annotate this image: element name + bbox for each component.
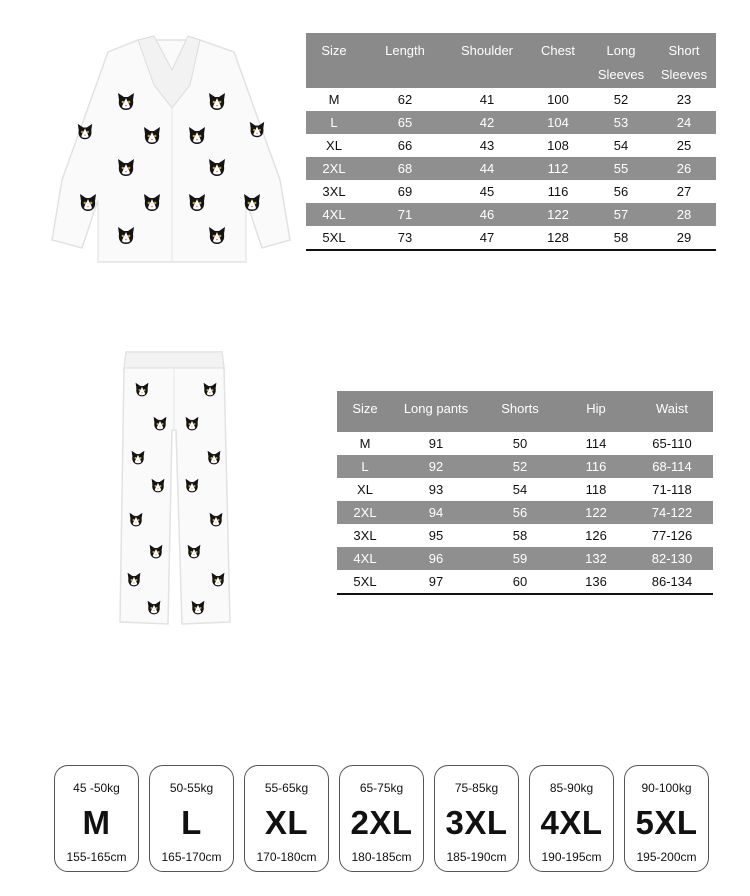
table-cell: 122 bbox=[561, 501, 631, 524]
table-header-cell: Shorts bbox=[479, 391, 561, 432]
table-header-cell: Chest bbox=[526, 33, 590, 88]
table-cell: 55 bbox=[590, 157, 652, 180]
table-cell: 73 bbox=[362, 226, 448, 250]
table-cell: 2XL bbox=[337, 501, 393, 524]
table-cell: 93 bbox=[428, 482, 444, 497]
table-cell: 82-130 bbox=[631, 547, 713, 570]
table-cell: 86-134 bbox=[631, 570, 713, 594]
table-row bbox=[306, 111, 716, 134]
size-label: 2XL bbox=[350, 804, 413, 841]
table-cell: 58 bbox=[512, 528, 528, 543]
table-cell: 128 bbox=[526, 226, 590, 250]
table-cell: 58 bbox=[590, 226, 652, 250]
table-cell: 60 bbox=[479, 570, 561, 594]
table-cell: 5XL bbox=[306, 226, 362, 250]
table-cell: 54 bbox=[613, 138, 629, 153]
table-header-cell: Long Sleeves bbox=[590, 33, 652, 88]
size-card-5xl bbox=[624, 765, 709, 872]
table-cell: 52 bbox=[479, 455, 561, 478]
table-cell: 45 bbox=[479, 184, 495, 199]
table-cell: 108 bbox=[547, 138, 569, 153]
table-cell: 59 bbox=[479, 547, 561, 570]
table-cell: 136 bbox=[561, 570, 631, 594]
table-cell: 54 bbox=[512, 482, 528, 497]
table-cell: 97 bbox=[393, 570, 479, 594]
table-row bbox=[337, 524, 713, 547]
size-card-2xl bbox=[339, 765, 424, 872]
table-cell: 29 bbox=[652, 226, 716, 250]
table-row bbox=[337, 547, 713, 570]
table-cell: M bbox=[328, 92, 340, 107]
table-row bbox=[306, 134, 716, 157]
weight-range: 55-65kg bbox=[264, 781, 309, 795]
table-cell: M bbox=[359, 436, 371, 451]
size-label: M bbox=[82, 804, 111, 841]
table-cell: 95 bbox=[428, 528, 444, 543]
table-row bbox=[337, 432, 713, 455]
table-cell: 116 bbox=[547, 184, 569, 199]
table-cell: 26 bbox=[652, 157, 716, 180]
height-range: 195-200cm bbox=[636, 850, 697, 864]
table-cell: 74-122 bbox=[631, 501, 713, 524]
table-cell: 43 bbox=[479, 138, 495, 153]
table-cell: 100 bbox=[547, 92, 569, 107]
table-cell: 4XL bbox=[337, 547, 393, 570]
pajama-shirt-image bbox=[50, 30, 292, 268]
table-cell: 132 bbox=[561, 547, 631, 570]
size-card-l bbox=[149, 765, 234, 872]
table-header-cell: Long pants bbox=[393, 391, 479, 432]
table-cell: 46 bbox=[448, 203, 526, 226]
size-label: 4XL bbox=[540, 804, 603, 841]
height-range: 155-165cm bbox=[66, 850, 127, 864]
table-cell: 65-110 bbox=[652, 436, 692, 451]
table-row bbox=[306, 203, 716, 226]
table-cell: 104 bbox=[526, 111, 590, 134]
table-cell: 62 bbox=[397, 92, 413, 107]
table-header-cell: Hip bbox=[561, 391, 631, 432]
table-cell: 27 bbox=[676, 184, 692, 199]
table-cell: 69 bbox=[397, 184, 413, 199]
table-cell: 4XL bbox=[306, 203, 362, 226]
table-cell: 91 bbox=[428, 436, 444, 451]
table-cell: 41 bbox=[479, 92, 495, 107]
table-cell: 65 bbox=[362, 111, 448, 134]
table-header-row bbox=[337, 391, 713, 432]
table-header-cell: Size bbox=[337, 391, 393, 432]
table-cell: 24 bbox=[652, 111, 716, 134]
table-row bbox=[306, 157, 716, 180]
table-cell: 71-118 bbox=[652, 482, 692, 497]
size-card-xl bbox=[244, 765, 329, 872]
table-cell: 57 bbox=[590, 203, 652, 226]
table-header-cell: Shoulder bbox=[448, 33, 526, 88]
bottom-size-table bbox=[337, 391, 713, 595]
table-cell: 2XL bbox=[306, 157, 362, 180]
table-row bbox=[337, 570, 713, 594]
table-header-cell: Length bbox=[362, 33, 448, 88]
table-cell: 96 bbox=[393, 547, 479, 570]
table-cell: 3XL bbox=[353, 528, 377, 543]
table-cell: 47 bbox=[448, 226, 526, 250]
table-row bbox=[306, 226, 716, 250]
height-range: 190-195cm bbox=[541, 850, 602, 864]
size-card-4xl bbox=[529, 765, 614, 872]
weight-range: 85-90kg bbox=[549, 781, 594, 795]
size-card-m bbox=[54, 765, 139, 872]
table-cell: 44 bbox=[448, 157, 526, 180]
table-cell: 118 bbox=[585, 482, 607, 497]
height-range: 170-180cm bbox=[256, 850, 317, 864]
table-row bbox=[337, 501, 713, 524]
table-cell: 66 bbox=[397, 138, 413, 153]
table-cell: XL bbox=[357, 482, 373, 497]
weight-range: 50-55kg bbox=[169, 781, 214, 795]
table-cell: 56 bbox=[613, 184, 629, 199]
weight-range: 90-100kg bbox=[641, 781, 692, 795]
size-label: XL bbox=[264, 804, 309, 841]
table-cell: 23 bbox=[676, 92, 692, 107]
table-row bbox=[337, 455, 713, 478]
size-label: 3XL bbox=[445, 804, 508, 841]
weight-range: 75-85kg bbox=[454, 781, 499, 795]
table-cell: 56 bbox=[479, 501, 561, 524]
height-range: 165-170cm bbox=[161, 850, 222, 864]
size-guide-cards bbox=[54, 765, 710, 875]
table-row bbox=[337, 478, 713, 501]
table-cell: 3XL bbox=[322, 184, 346, 199]
table-row bbox=[306, 88, 716, 111]
table-header-cell: Short Sleeves bbox=[652, 33, 716, 88]
table-header-cell: Waist bbox=[631, 391, 713, 432]
table-cell: L bbox=[337, 455, 393, 478]
table-cell: 42 bbox=[448, 111, 526, 134]
pajama-pants-image bbox=[110, 350, 240, 630]
size-card-3xl bbox=[434, 765, 519, 872]
table-cell: 52 bbox=[613, 92, 629, 107]
table-cell: 114 bbox=[585, 436, 607, 451]
size-label: L bbox=[181, 804, 202, 841]
top-size-table bbox=[306, 33, 716, 251]
table-cell: 126 bbox=[585, 528, 607, 543]
height-range: 185-190cm bbox=[446, 850, 507, 864]
table-header-cell: Size bbox=[306, 33, 362, 88]
table-cell: 112 bbox=[526, 157, 590, 180]
table-cell: 71 bbox=[362, 203, 448, 226]
size-label: 5XL bbox=[635, 804, 698, 841]
table-cell: 5XL bbox=[337, 570, 393, 594]
table-cell: 116 bbox=[561, 455, 631, 478]
table-cell: 50 bbox=[512, 436, 528, 451]
table-cell: 53 bbox=[590, 111, 652, 134]
table-row bbox=[306, 180, 716, 203]
table-cell: L bbox=[306, 111, 362, 134]
table-cell: 122 bbox=[526, 203, 590, 226]
table-cell: 28 bbox=[652, 203, 716, 226]
table-cell: 94 bbox=[393, 501, 479, 524]
weight-range: 65-75kg bbox=[359, 781, 404, 795]
table-cell: XL bbox=[326, 138, 342, 153]
table-cell: 68 bbox=[362, 157, 448, 180]
table-cell: 68-114 bbox=[631, 455, 713, 478]
weight-range: 45 -50kg bbox=[73, 781, 120, 795]
table-cell: 25 bbox=[676, 138, 692, 153]
table-header-row bbox=[306, 33, 716, 88]
height-range: 180-185cm bbox=[351, 850, 412, 864]
table-cell: 77-126 bbox=[651, 528, 693, 543]
table-cell: 92 bbox=[393, 455, 479, 478]
